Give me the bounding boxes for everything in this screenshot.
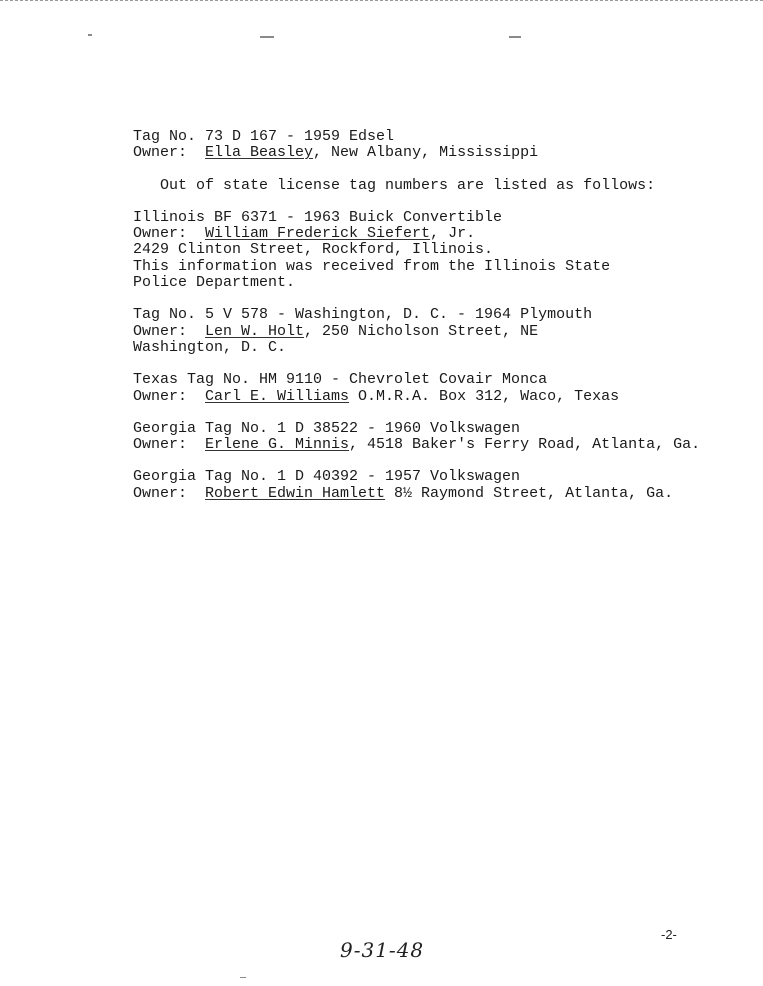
owner-label: Owner:: [133, 225, 206, 243]
owner-line: [133, 389, 733, 405]
page-top-border: [0, 0, 763, 2]
address-line: Washington, D. C.: [133, 338, 287, 356]
owner-name: Len W. Holt: [205, 322, 305, 340]
address-line: 2429 Clinton Street, Rockford, Illinois.: [133, 241, 494, 259]
scan-speck: [509, 36, 521, 38]
handwritten-file-number: 9-31-48: [340, 938, 425, 962]
owner-label: Owner:: [133, 144, 206, 162]
scan-speck: [88, 34, 92, 36]
owner-label: Owner:: [133, 484, 206, 502]
owner-line: [133, 324, 733, 340]
note-line: Police Department.: [133, 274, 296, 292]
owner-name: Robert Edwin Hamlett: [205, 484, 386, 502]
owner-details: , Jr.: [430, 225, 476, 243]
entry-georgia-2: [133, 469, 733, 502]
owner-details: 8½ Raymond Street, Atlanta, Ga.: [385, 484, 674, 502]
scan-speck: [240, 977, 246, 978]
owner-name: William Frederick Siefert: [205, 225, 431, 243]
owner-line: [133, 226, 733, 242]
owner-label: Owner:: [133, 436, 206, 454]
owner-line: [133, 145, 733, 161]
tag-line: Texas Tag No. HM 9110 - Chevrolet Covair Monca: [133, 371, 548, 389]
owner-label: Owner:: [133, 322, 206, 340]
owner-line: [133, 486, 733, 502]
owner-details: , New Albany, Mississippi: [313, 144, 539, 162]
intro-paragraph: Out of state license tag numbers are listed as follows:: [160, 176, 656, 194]
entry-georgia-1: [133, 421, 733, 454]
owner-label: Owner:: [133, 387, 206, 405]
owner-line: [133, 437, 733, 453]
scan-speck: [260, 36, 274, 38]
document-body: [133, 129, 733, 502]
tag-line: Illinois BF 6371 - 1963 Buick Convertible: [133, 208, 503, 226]
entry-illinois: [133, 210, 733, 291]
entry-texas: [133, 372, 733, 405]
note-line: This information was received from the Illinois State: [133, 257, 611, 275]
tag-line: Georgia Tag No. 1 D 38522 - 1960 Volkswagen: [133, 419, 521, 437]
owner-name: Carl E. Williams: [205, 387, 350, 405]
page-number: -2-: [661, 927, 677, 942]
entry-edsel: [133, 129, 733, 162]
entry-washington-dc: [133, 307, 733, 356]
tag-line: Tag No. 5 V 578 - Washington, D. C. - 1964 Plymouth: [133, 306, 593, 324]
tag-line: Georgia Tag No. 1 D 40392 - 1957 Volkswagen: [133, 468, 521, 486]
owner-details: O.M.R.A. Box 312, Waco, Texas: [349, 387, 620, 405]
owner-name: Erlene G. Minnis: [205, 436, 350, 454]
owner-details: , 4518 Baker's Ferry Road, Atlanta, Ga.: [349, 436, 701, 454]
owner-details: , 250 Nicholson Street, NE: [304, 322, 539, 340]
tag-line: Tag No. 73 D 167 - 1959 Edsel: [133, 128, 395, 145]
owner-name: Ella Beasley: [205, 144, 314, 162]
